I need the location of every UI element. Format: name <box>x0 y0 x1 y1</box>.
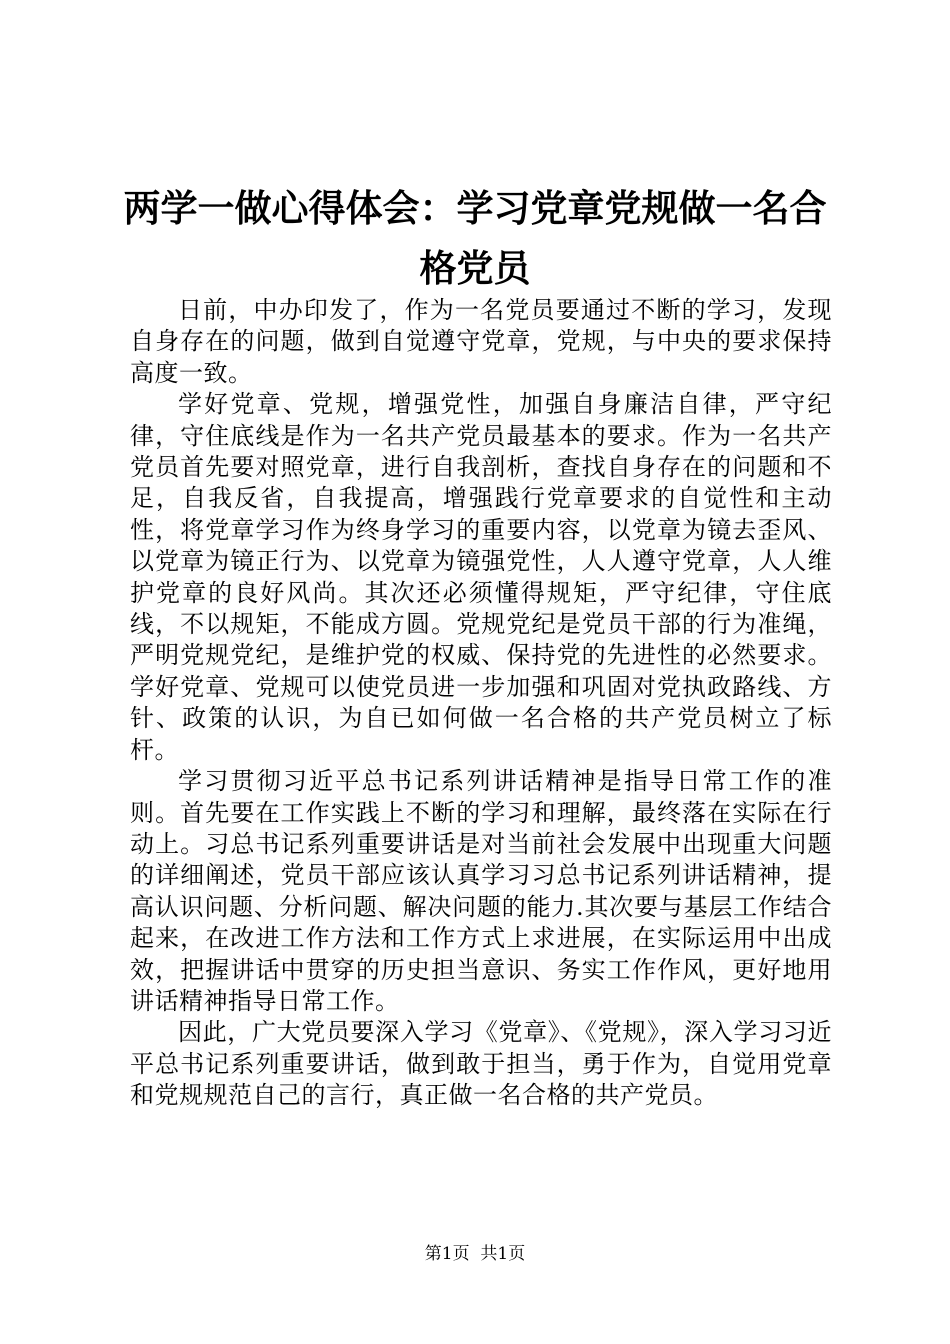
document-body <box>130 295 832 1112</box>
paragraph-2: 学好党章、党规，增强党性，加强自身廉洁自律，严守纪律，守住底线是作为一名共产党员最基本的要求。作为一名共产党员首先要对照党章，进行自我剖析，查找自身存在的问题和不足，自我反省，自我提高，增强践行党章要求的自觉性和主动性，将党章学习作为终身学习的重要内容，以党章为镜去歪风、以党章为镜正行为、以党章为镜强党性，人人遵守党章，人人维护党章的良好风尚。其次还必须懂得规矩，严守纪律，守住底线，不以规矩，不能成方圆。党规党纪是党员干部的行为准绳，严明党规党纪，是维护党的权威、保持党的先进性的必然要求。学好党章、党规可以使党员进一步加强和巩固对党执政路线、方针、政策的认识，为自已如何做一名合格的共产党员树立了标杆。 <box>130 390 832 764</box>
page-footer: 第1页 共1页 <box>424 1244 526 1264</box>
paragraph-1: 日前，中办印发了，作为一名党员要通过不断的学习，发现自身存在的问题，做到自觉遵守党章，党规，与中央的要求保持高度一致。 <box>130 296 832 387</box>
document-title: 两学一做心得体会：学习党章党规做一名合格党员 <box>123 186 827 290</box>
paragraph-4: 因此，广大党员要深入学习《党章》、《党规》，深入学习习近平总书记系列重要讲话，做到敢于担当，勇于作为，自觉用党章和党规规范自己的言行，真正做一名合格的共产党员。 <box>130 1018 832 1110</box>
paragraph-3: 学习贯彻习近平总书记系列讲话精神是指导日常工作的准则。首先要在工作实践上不断的学习和理解，最终落在实际在行动上。习总书记系列重要讲话是对当前社会发展中出现重大问题的详细阐述，党员干部应该认真学习习总书记系列讲话精神，提高认识问题、分析问题、解决问题的能力.其次要与基层工作结合起来，在改进工作方法和工作方式上求进展，在实际运用中出成效，把握讲话中贯穿的历史担当意识、务实工作作风，更好地用讲话精神指导日常工作。 <box>130 767 832 1015</box>
